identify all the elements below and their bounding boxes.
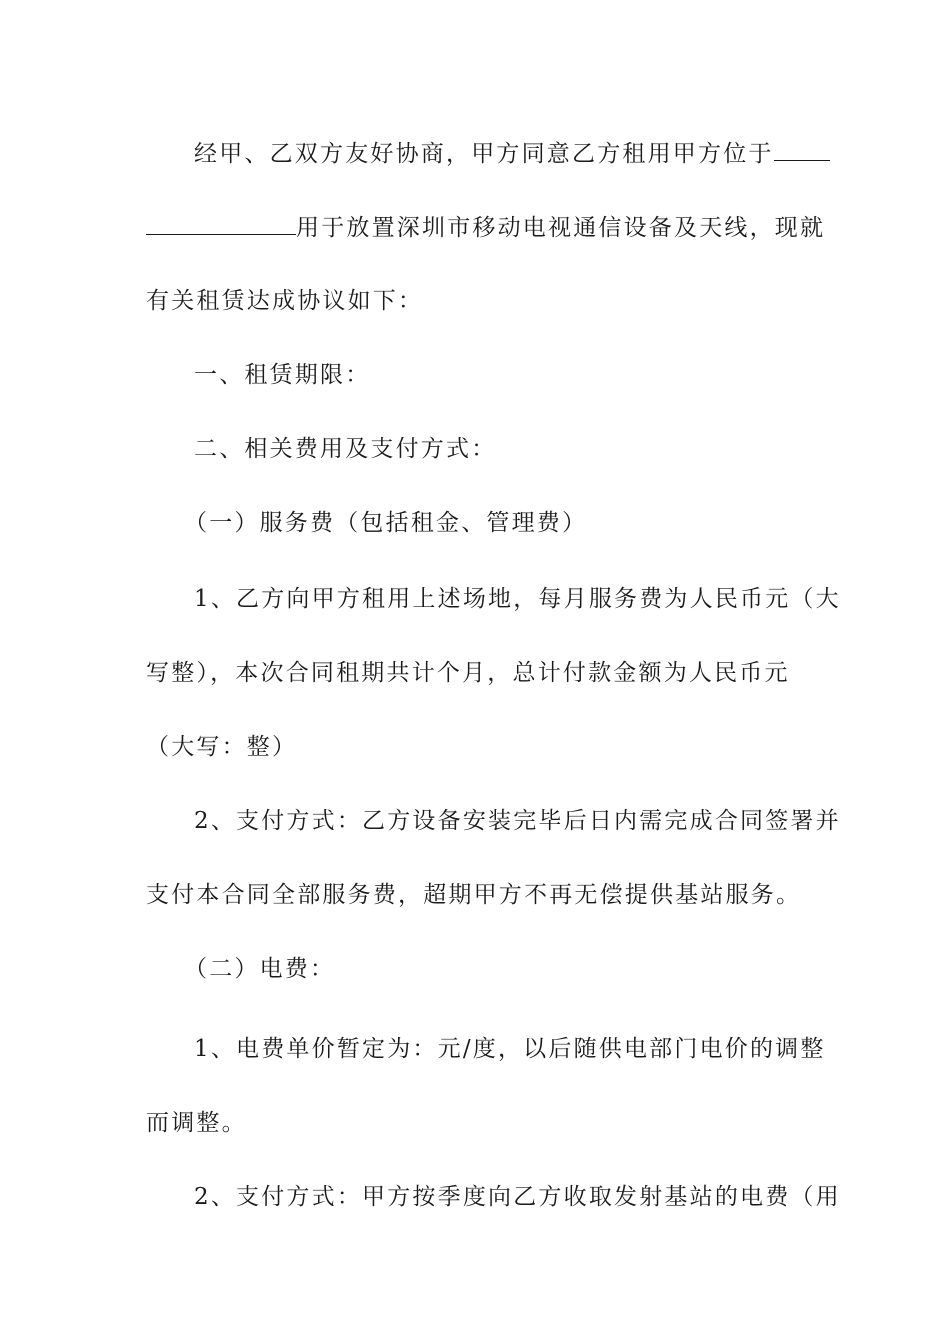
paragraph-intro-line-1 [194,138,810,169]
text: 经甲、乙双方友好协商，甲方同意乙方租用甲方位于 [194,141,774,167]
text: 用于放置深圳市移动电视通信设备及天线，现就 [296,215,826,241]
clause-service-fee-line-1: 1、乙方向甲方租用上述场地，每月服务费为人民币元（大 [194,586,841,612]
paragraph-intro-line-3: 有关租赁达成协议如下： [146,288,424,314]
paragraph-intro-line-2 [146,212,826,243]
clause-payment-line-2: 支付本合同全部服务费，超期甲方不再无偿提供基站服务。 [146,882,802,908]
section-heading-lease-term: 一、租赁期限： [194,362,371,388]
subsection-heading-electricity: （二）电费： [184,956,336,982]
clause-payment-line-1: 2、支付方式：乙方设备安装完毕后日内需完成合同签署并 [194,808,841,834]
subsection-heading-service-fee: （一）服务费（包括租金、管理费） [184,510,588,536]
clause-service-fee-line-3: （大写：整） [146,734,298,760]
fill-in-blank [146,212,296,235]
fill-in-blank [774,138,830,161]
clause-electricity-price-line-1: 1、电费单价暂定为：元/度，以后随供电部门电价的调整 [194,1036,826,1062]
clause-service-fee-line-2: 写整），本次合同租期共计个月，总计付款金额为人民币元 [146,660,790,686]
clause-electricity-payment-line-1: 2、支付方式：甲方按季度向乙方收取发射基站的电费（用 [194,1184,841,1210]
section-heading-fees: 二、相关费用及支付方式： [194,436,497,462]
clause-electricity-price-line-2: 而调整。 [146,1110,247,1136]
